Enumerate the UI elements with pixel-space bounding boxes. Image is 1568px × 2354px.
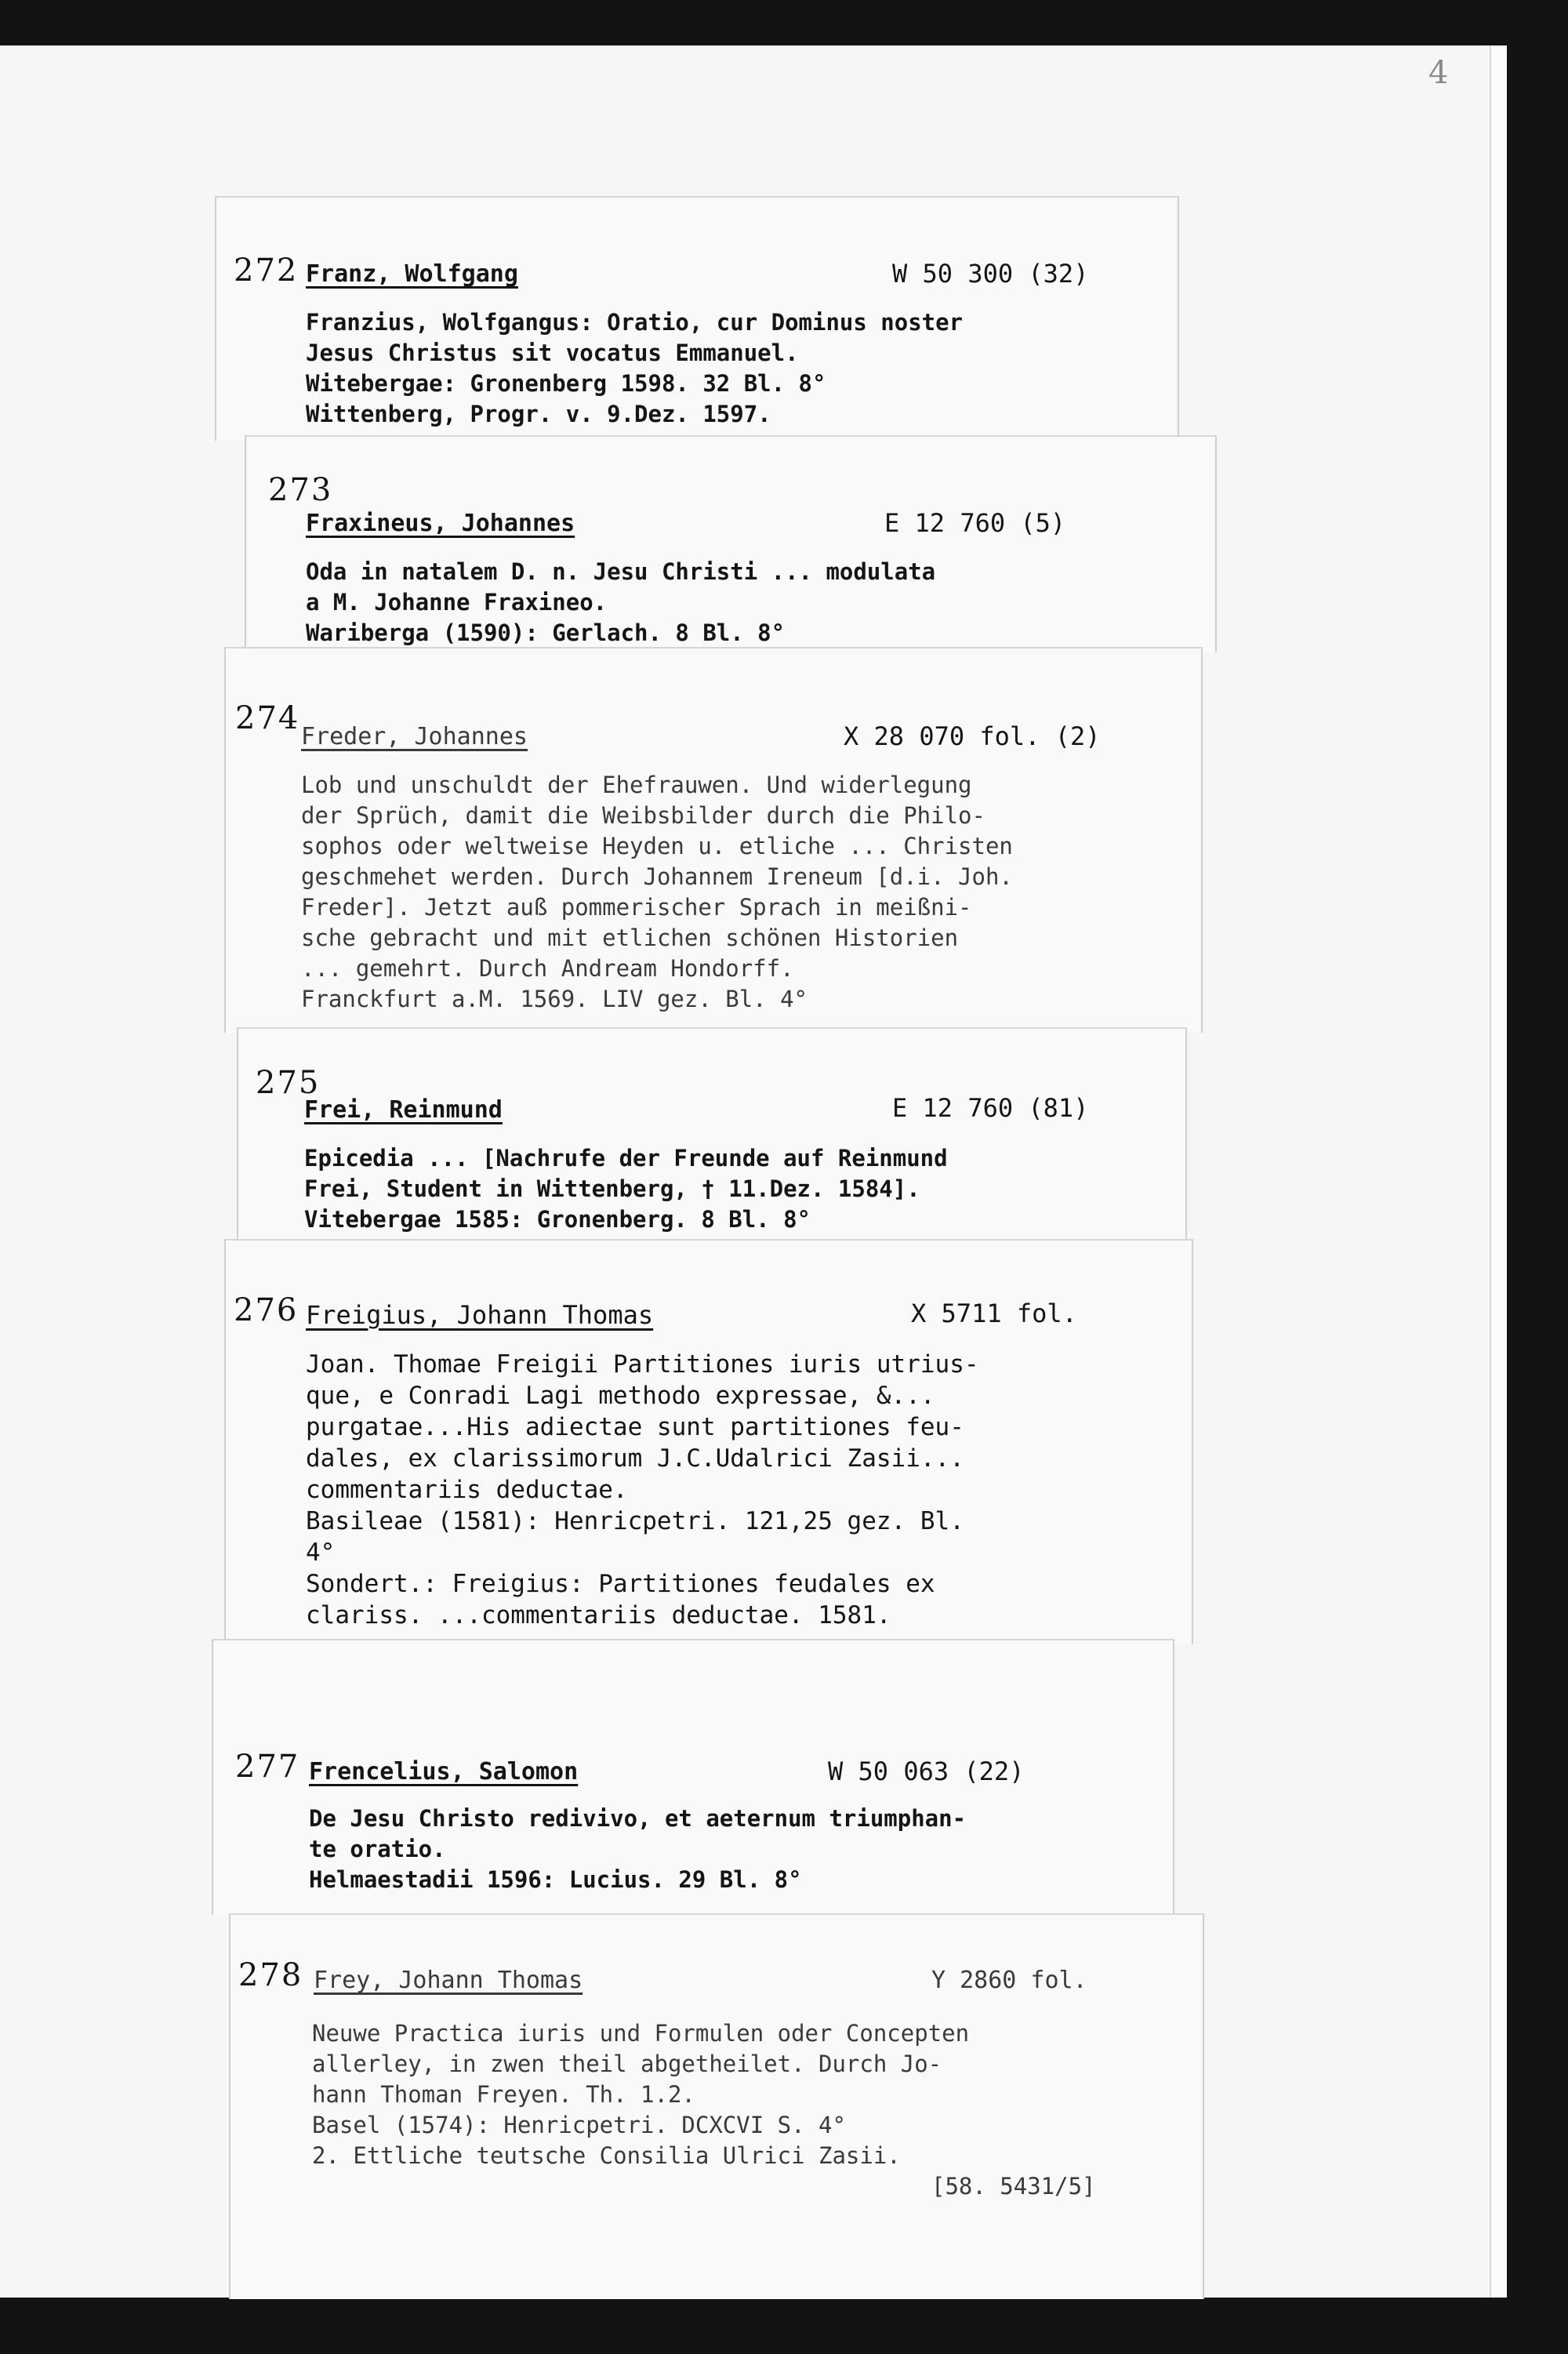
entry-author-name: Frei, Reinmund — [304, 1096, 503, 1124]
description-line: dales, ex clarissimorum J.C.Udalrici Zasii... — [306, 1444, 964, 1473]
description-line: Basel (1574): Henricpetri. DCXCVI S. 4° — [312, 2112, 846, 2138]
description-line: allerley, in zwen theil abgetheilet. Durch Jo- — [312, 2051, 942, 2077]
scan-top-border — [0, 0, 1568, 45]
scan-right-border — [1507, 45, 1568, 2298]
shelf-signature: X 28 070 fol. (2) — [844, 721, 1101, 751]
description-line: clariss. ...commentariis deductae. 1581. — [306, 1601, 891, 1629]
description-line: a M. Johanne Fraxineo. — [306, 589, 608, 616]
description-line: Helmaestadii 1596: Lucius. 29 Bl. 8° — [309, 1866, 802, 1893]
entry-number: 275 — [256, 1065, 321, 1101]
description-line: Joan. Thomae Freigii Partitiones iuris utrius- — [306, 1350, 979, 1379]
shelf-signature: E 12 760 (5) — [884, 508, 1066, 538]
description-line: hann Thoman Freyen. Th. 1.2. — [312, 2081, 695, 2108]
entry-number: 277 — [235, 1749, 300, 1785]
scan-bottom-border — [0, 2298, 1568, 2354]
page-edge — [1490, 45, 1508, 2298]
description-line: purgatae...His adiectae sunt partitiones feu- — [306, 1413, 964, 1441]
shelf-signature: Y 2860 fol. — [931, 1967, 1087, 1994]
shelf-signature: W 50 300 (32) — [892, 259, 1089, 289]
description-line: Wariberga (1590): Gerlach. 8 Bl. 8° — [306, 619, 786, 646]
page-number: 4 — [1428, 55, 1449, 91]
shelf-signature: W 50 063 (22) — [828, 1756, 1025, 1786]
description-line: 2. Ettliche teutsche Consilia Ulrici Zasii. — [312, 2142, 901, 2169]
description-line: que, e Conradi Lagi methodo expressae, &... — [306, 1382, 935, 1410]
entry-number: 274 — [235, 700, 300, 736]
entry-author-name: Frey, Johann Thomas — [314, 1967, 583, 1994]
description-line: commentariis deductae. — [306, 1476, 628, 1504]
description-line: Franckfurt a.M. 1569. LIV gez. Bl. 4° — [301, 986, 808, 1012]
entry-author-name: Frencelius, Salomon — [309, 1758, 579, 1785]
entry-author-name: Fraxineus, Johannes — [306, 510, 575, 537]
description-line: Franzius, Wolfgangus: Oratio, cur Dominus noster — [306, 309, 964, 336]
description-line: der Sprüch, damit die Weibsbilder durch die Philo- — [301, 802, 985, 829]
description-line: Freder]. Jetzt auß pommerischer Sprach in meißni- — [301, 894, 972, 921]
entry-author-name: Freigius, Johann Thomas — [306, 1300, 654, 1330]
description-line: Epicedia ... [Nachrufe der Freunde auf Reinmund — [304, 1145, 948, 1172]
description-line: Frei, Student in Wittenberg, † 11.Dez. 1584]. — [304, 1175, 920, 1202]
description-line: Witebergae: Gronenberg 1598. 32 Bl. 8° — [306, 370, 826, 397]
description-line: Neuwe Practica iuris und Formulen oder Concepten — [312, 2020, 970, 2047]
entry-description — [306, 557, 935, 648]
description-line: Jesus Christus sit vocatus Emmanuel. — [306, 340, 799, 366]
entry-description — [306, 307, 963, 430]
description-line: Basileae (1581): Henricpetri. 121,25 gez. Bl. — [306, 1507, 964, 1535]
entry-description — [306, 1349, 979, 1631]
description-line: sophos oder weltweise Heyden u. etliche ... Christen — [301, 833, 1013, 859]
entry-number: 272 — [234, 252, 299, 289]
entry-description — [309, 1804, 966, 1895]
shelf-signature: E 12 760 (81) — [892, 1093, 1089, 1123]
entry-number: 273 — [268, 472, 333, 508]
entry-author-name: Franz, Wolfgang — [306, 260, 518, 288]
description-line: Lob und unschuldt der Ehefrauwen. Und widerlegung — [301, 772, 972, 798]
entry-number: 278 — [238, 1957, 303, 1993]
description-line: Vitebergae 1585: Gronenberg. 8 Bl. 8° — [304, 1206, 811, 1233]
description-line: Sondert.: Freigius: Partitiones feudales ex — [306, 1570, 935, 1598]
description-line: te oratio. — [309, 1836, 446, 1862]
shelf-signature: X 5711 fol. — [911, 1299, 1077, 1328]
description-line: sche gebracht und mit etlichen schönen Historien — [301, 925, 959, 951]
description-line: Oda in natalem D. n. Jesu Christi ... modulata — [306, 558, 936, 585]
entry-description — [312, 2018, 1096, 2202]
description-line: 4° — [306, 1538, 336, 1567]
entry-author-name: Freder, Johannes — [301, 723, 528, 750]
description-line: De Jesu Christo redivivo, et aeternum triumphan- — [309, 1805, 967, 1832]
description-line: [58. 5431/5] — [931, 2173, 1096, 2200]
entry-description — [301, 770, 1013, 1015]
description-line: geschmehet werden. Durch Johannem Ireneum [d.i. Joh. — [301, 863, 1013, 890]
entry-number: 276 — [234, 1292, 299, 1328]
description-line: Wittenberg, Progr. v. 9.Dez. 1597. — [306, 401, 771, 427]
entry-description — [304, 1143, 948, 1235]
description-line: ... gemehrt. Durch Andream Hondorff. — [301, 955, 794, 982]
